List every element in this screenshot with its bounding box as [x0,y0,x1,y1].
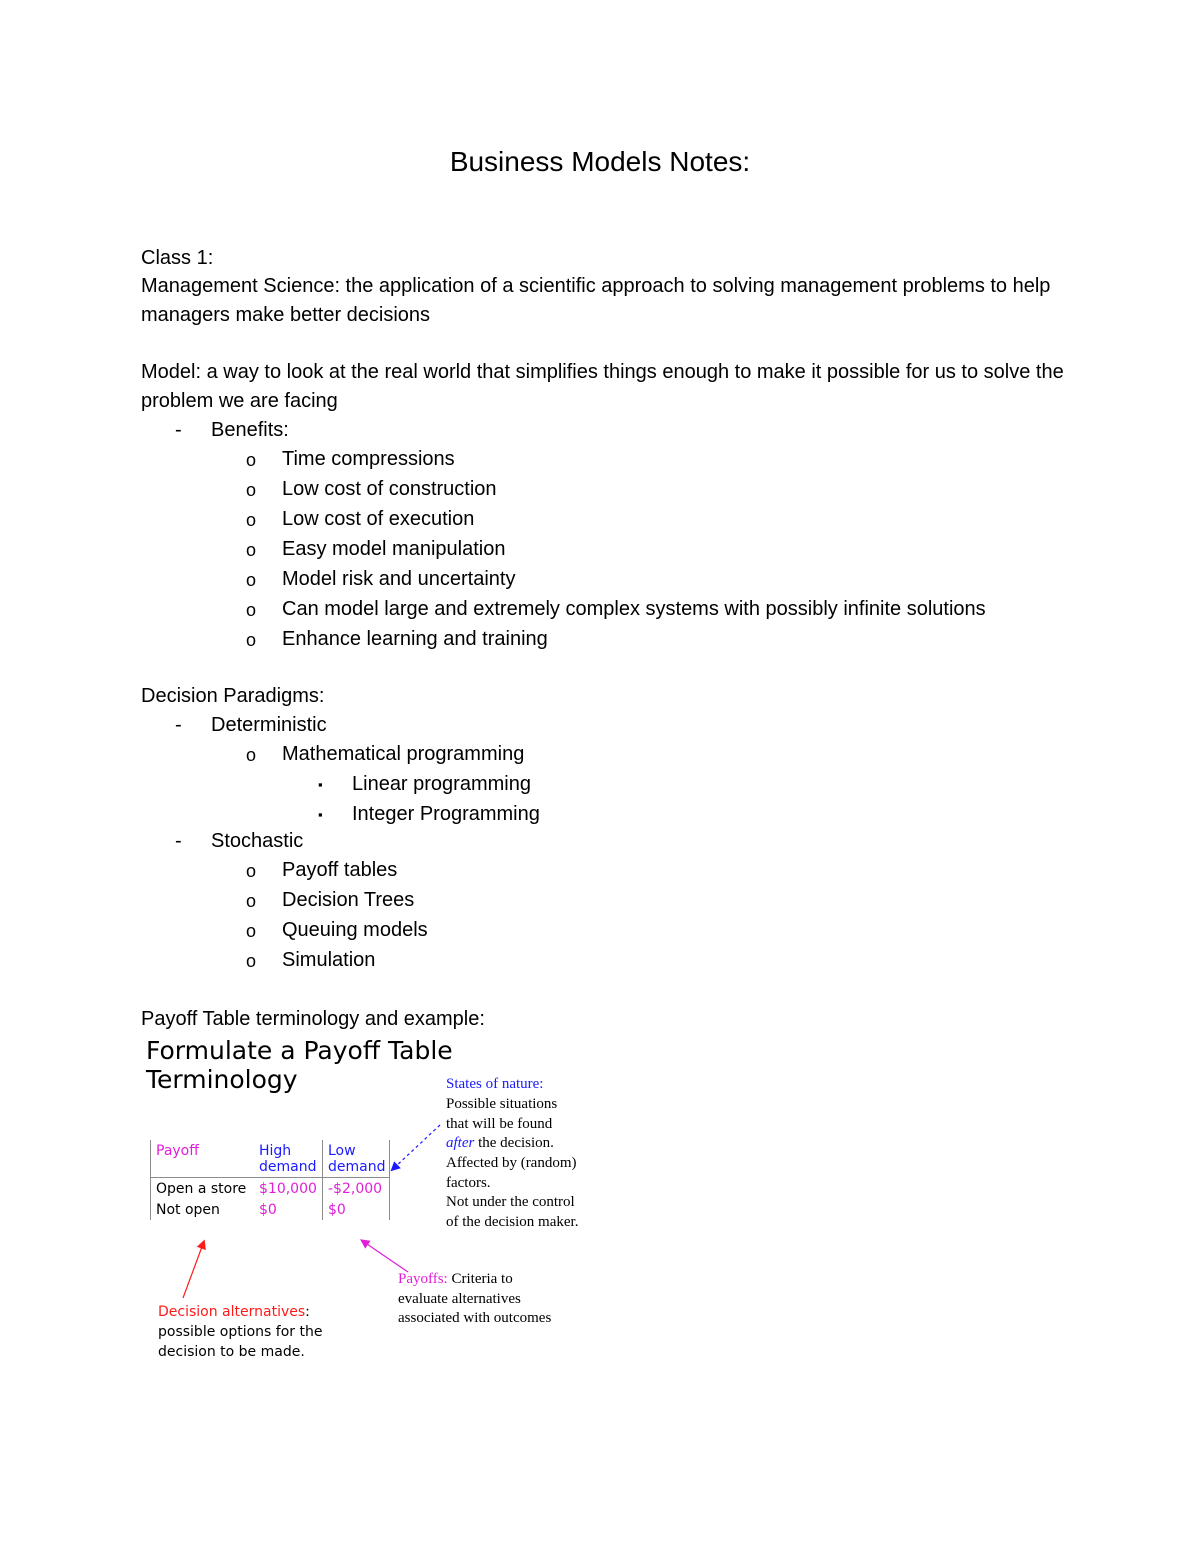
dash-bullet: - [175,419,182,441]
row-label-not-open: Not open [156,1202,220,1218]
figure-title-line2: Terminology [146,1065,298,1094]
stochastic-label: Stochastic [211,830,304,852]
states-note-line: Not under the control [446,1194,575,1210]
circle-bullet: o [246,480,257,500]
square-bullet: ▪ [318,777,323,792]
states-note-line: factors. [446,1175,491,1191]
payoffs-heading: Payoffs: [398,1271,448,1287]
model-definition-paragraph: Model: a way to look at the real world that simplifies things enough to make it possible for us to solve the problem we are facing [141,361,1064,412]
low-demand-header-line1: Low [328,1143,356,1159]
dash-bullet: - [175,714,182,736]
states-note-text: the decision. [474,1135,554,1151]
square-bullet: ▪ [318,807,323,822]
cell-open-high: $10,000 [259,1181,317,1197]
circle-bullet: o [246,630,257,650]
dash-bullet: - [175,830,182,852]
page-title: Business Models Notes: [449,146,751,177]
list-item: Payoff tables [282,859,398,881]
alternatives-note-line [158,1302,310,1322]
circle-bullet: o [246,745,257,765]
states-note-line: of the decision maker. [446,1214,579,1230]
payoffs-note-text: Criteria to [447,1271,513,1287]
high-demand-header-line2: demand [259,1159,317,1175]
circle-bullet: o [246,540,257,560]
payoffs-note-line: associated with outcomes [398,1310,552,1326]
circle-bullet: o [246,891,257,911]
circle-bullet: o [246,510,257,530]
management-science-paragraph: Management Science: the application of a scientific approach to solving management problems to help managers make better decisions [141,275,1051,326]
cell-notopen-high: $0 [259,1202,277,1218]
payoffs-note-line: evaluate alternatives [398,1291,521,1307]
states-arrow [394,1125,440,1168]
alternatives-arrow [183,1244,203,1298]
alternatives-colon: : [305,1304,310,1320]
list-item: Can model large and extremely complex systems with possibly infinite solutions [282,598,986,620]
payoffs-arrow [364,1242,408,1272]
benefits-label: Benefits: [211,419,289,441]
low-demand-header-line2: demand [328,1159,386,1175]
alternatives-note-line: possible options for the [158,1324,323,1340]
figure-title-line1: Formulate a Payoff Table [146,1036,453,1065]
circle-bullet: o [246,951,257,971]
states-note-line [446,1134,554,1154]
cell-open-low: -$2,000 [328,1181,383,1197]
circle-bullet: o [246,600,257,620]
states-note-line: Affected by (random) [446,1155,577,1171]
list-item: Queuing models [282,919,428,941]
high-demand-header-line1: High [259,1143,292,1159]
circle-bullet: o [246,450,257,470]
list-item: Model risk and uncertainty [282,568,516,590]
states-note-line: Possible situations [446,1096,558,1112]
class-heading: Class 1: [141,247,214,269]
list-item: Low cost of construction [282,478,497,500]
cell-notopen-low: $0 [328,1202,346,1218]
alternatives-note-line: decision to be made. [158,1344,305,1360]
deterministic-label: Deterministic [211,714,327,736]
list-item: Simulation [282,949,376,971]
states-note-line: that will be found [446,1116,553,1132]
states-of-nature-heading: States of nature: [446,1076,544,1092]
list-item: Low cost of execution [282,508,475,530]
mathematical-programming-item: Mathematical programming [282,743,525,765]
after-emphasis: after [446,1135,475,1151]
payoffs-note-line [398,1270,513,1290]
list-item: Decision Trees [282,889,415,911]
row-label-open-store: Open a store [156,1181,247,1197]
circle-bullet: o [246,570,257,590]
paradigms-heading: Decision Paradigms: [141,685,325,707]
list-item: Enhance learning and training [282,628,548,650]
linear-programming-item: Linear programming [352,773,531,795]
decision-alternatives-heading: Decision alternatives [158,1304,306,1320]
circle-bullet: o [246,921,257,941]
list-item: Time compressions [282,448,455,470]
payoff-table-corner: Payoff [156,1143,199,1159]
list-item: Easy model manipulation [282,538,506,560]
integer-programming-item: Integer Programming [352,803,540,825]
payoff-section-heading: Payoff Table terminology and example: [141,1008,485,1030]
circle-bullet: o [246,861,257,881]
